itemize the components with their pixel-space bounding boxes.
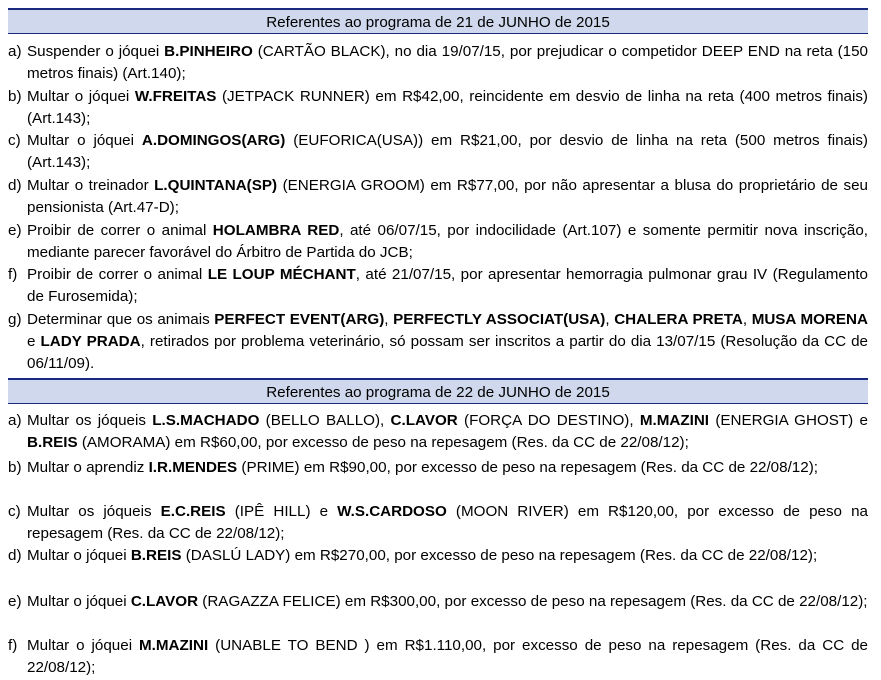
- bold-name: HOLAMBRA RED: [212, 222, 340, 239]
- item-text: [27, 591, 868, 613]
- text-run: (ENERGIA GROOM) em R$77,00, por não apresentar a blusa do proprietário de seu pensionista (Art.47-D);: [27, 177, 868, 216]
- text-run: Determinar que os animais: [27, 311, 215, 328]
- bold-name: A.DOMINGOS(ARG): [141, 132, 286, 149]
- text-run: (EUFORICA(USA)) em R$21,00, por desvio de linha na reta (500 metros finais) (Art.143);: [27, 132, 868, 171]
- text-run: (MOON RIVER) em R$120,00, por excesso de peso na repesagem (Res. da CC de 22/08/12);: [27, 503, 868, 542]
- text-run: (AMORAMA) em R$60,00, por excesso de peso na repesagem (Res. da CC de 22/08/12);: [77, 434, 689, 451]
- item-text: [27, 501, 868, 545]
- text-run: , até 21/07/15, por apresentar hemorragia pulmonar grau IV (Regulamento de Furosemida);: [27, 266, 868, 305]
- item-letter: f): [8, 637, 18, 654]
- bold-name: C.LAVOR: [130, 593, 199, 610]
- text-run: (BELLO BALLO),: [259, 412, 391, 429]
- text-run: Multar o jóquei: [27, 88, 135, 105]
- bold-name: C.LAVOR: [390, 412, 458, 429]
- text-run: (PRIME) em R$90,00, por excesso de peso na repesagem (Res. da CC de 22/08/12);: [237, 459, 818, 476]
- text-run: Multar o jóquei: [27, 547, 131, 564]
- item-text: [27, 264, 868, 308]
- item-text: [27, 130, 868, 174]
- text-run: (DASLÚ LADY) em R$270,00, por excesso de peso na repesagem (Res. da CC de 22/08/12);: [181, 547, 818, 564]
- item-letter: e): [8, 222, 22, 239]
- text-run: , até 06/07/15, por indocilidade (Art.107) e somente permitir nova inscrição, mediante parecer favorável do Árbitro de Partida do JCB;: [27, 222, 868, 261]
- item-text: [27, 545, 868, 567]
- text-run: , retirados por problema veterinário, só possam ser inscritos a partir do dia 13/07/15 (Resolução da CC de 06/11/09).: [27, 333, 868, 372]
- bold-name: I.R.MENDES: [148, 459, 238, 476]
- item-letter: c): [8, 132, 21, 149]
- text-run: (JETPACK RUNNER) em R$42,00, reincidente em desvio de linha na reta (400 metros finais) (Art.143);: [27, 88, 868, 127]
- bold-name: CHALERA PRETA: [614, 311, 743, 328]
- item-letter: g): [8, 311, 22, 328]
- bold-name: LADY PRADA: [40, 333, 141, 350]
- bold-name: PERFECTLY ASSOCIAT(USA): [393, 311, 606, 328]
- item-letter: f): [8, 266, 18, 283]
- bold-name: M.MAZINI: [139, 637, 209, 654]
- bold-name: W.S.CARDOSO: [337, 503, 447, 520]
- section-header: Referentes ao programa de 22 de JUNHO de 2015: [8, 378, 868, 404]
- text-run: ,: [605, 311, 615, 328]
- item-letter: d): [8, 177, 22, 194]
- item-text: [27, 175, 868, 219]
- item-letter: b): [8, 459, 22, 476]
- text-run: (CARTÃO BLACK), no dia 19/07/15, por prejudicar o competidor DEEP END na reta (150 metros finais) (Art.140);: [27, 43, 868, 82]
- item-text: [27, 41, 868, 85]
- text-run: (IPÊ HILL) e: [225, 503, 338, 520]
- section-header: Referentes ao programa de 21 de JUNHO de 2015: [8, 8, 868, 34]
- text-run: Multar o treinador: [27, 177, 155, 194]
- text-run: (ENERGIA GHOST) e: [709, 412, 868, 429]
- bold-name: LE LOUP MÉCHANT: [207, 266, 356, 283]
- text-run: Multar o jóquei: [27, 593, 131, 610]
- text-run: ,: [742, 311, 752, 328]
- bold-name: L.S.MACHADO: [152, 412, 260, 429]
- text-run: Multar os jóqueis: [27, 412, 153, 429]
- bold-name: MUSA MORENA: [751, 311, 868, 328]
- item-letter: a): [8, 43, 22, 60]
- text-run: Multar o aprendiz: [27, 459, 149, 476]
- text-run: Suspender o jóquei: [27, 43, 165, 60]
- item-letter: d): [8, 547, 22, 564]
- text-run: (UNABLE TO BEND ) em R$1.110,00, por excesso de peso na repesagem (Res. da CC de 22/08/12);: [27, 637, 869, 676]
- item-letter: c): [8, 503, 21, 520]
- bold-name: PERFECT EVENT(ARG): [214, 311, 385, 328]
- text-run: Proibir de correr o animal: [27, 266, 208, 283]
- bold-name: M.MAZINI: [639, 412, 710, 429]
- item-letter: b): [8, 88, 22, 105]
- item-text: [27, 309, 868, 375]
- item-text: [27, 635, 868, 679]
- bold-name: B.REIS: [130, 547, 182, 564]
- text-run: Multar os jóqueis: [27, 503, 161, 520]
- text-run: (RAGAZZA FELICE) em R$300,00, por excesso de peso na repesagem (Res. da CC de 22/08/12);: [198, 593, 868, 610]
- bold-name: E.C.REIS: [160, 503, 226, 520]
- text-run: ,: [384, 311, 394, 328]
- bold-name: W.FREITAS: [134, 88, 217, 105]
- text-run: e: [27, 333, 41, 350]
- item-text: [27, 410, 868, 454]
- item-text: [27, 457, 868, 479]
- text-run: Multar o jóquei: [27, 637, 140, 654]
- bold-name: B.REIS: [27, 434, 78, 451]
- item-letter: a): [8, 412, 22, 429]
- bold-name: L.QUINTANA(SP): [154, 177, 278, 194]
- item-text: [27, 220, 868, 264]
- item-text: [27, 86, 868, 130]
- text-run: Proibir de correr o animal: [27, 222, 213, 239]
- text-run: Multar o jóquei: [27, 132, 142, 149]
- text-run: (FORÇA DO DESTINO),: [457, 412, 640, 429]
- item-letter: e): [8, 593, 22, 610]
- bold-name: B.PINHEIRO: [164, 43, 253, 60]
